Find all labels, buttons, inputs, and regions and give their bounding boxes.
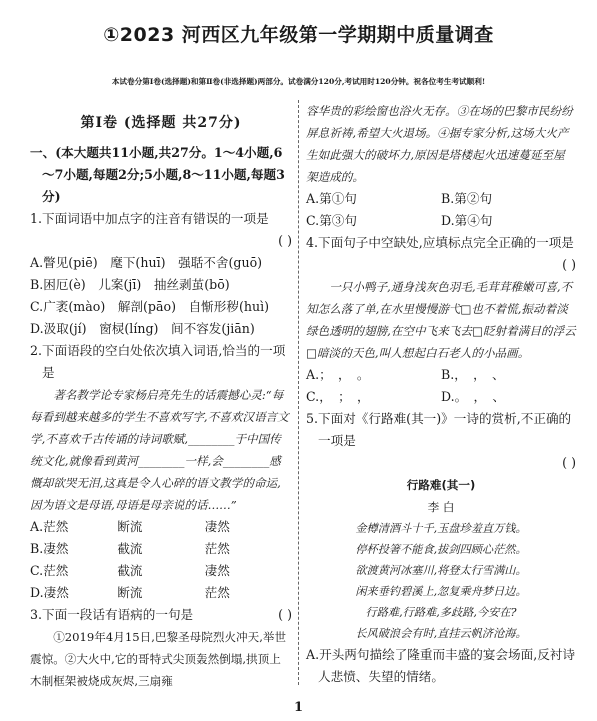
q2-c-2: 截流 [117,563,143,578]
q2-b-3: 茫然 [204,541,230,556]
q4-stem: 4.下面句子中空缺处,应填标点完全正确的一项是 [306,235,574,250]
q4-option-c[interactable]: C.， ； ， [306,389,370,404]
q5-answer-paren: ( ) [562,455,576,470]
q4-option-b[interactable]: B.， ， 、 [441,367,505,382]
poem-line: 长风破浪会有时,直挂云帆济沧海。 [355,627,527,640]
q1-option-c[interactable]: C.广袤(mào) 解剖(pāo) 自惭形秽(huì) [30,299,270,314]
section-title: 第Ⅰ卷 (选择题 共27分) [80,115,242,131]
poem-title: 行路难(其一) [406,478,476,492]
q2-stem: 2.下面语段的空白处依次填入词语,恰当的一项是 [30,343,286,380]
poem-line: 金樽清酒斗十千,玉盘珍羞直万钱。 [355,522,527,535]
q1-stem: 1.下面词语中加点字的注音有错误的一项是 [30,211,269,226]
page-number: 1 [293,700,304,715]
q3-option-b[interactable]: B.第②句 [441,191,493,206]
q4-passage: 一只小鸭子,通身浅灰色羽毛,毛茸茸稚嫩可喜,不知怎么落了单,在水里慢慢游弋□也不着慌,振动着淡绿色透明的翅膀,在空中飞来飞去□眨射着满目的浮云□暗淡的天色,叫人想起白石老人的小品画。 [306,280,576,360]
q2-option-d[interactable] [30,582,292,604]
q3-stem-row [30,604,292,626]
q2-c-1: C.茫然 [30,563,69,578]
q3-text-left: ①2019年4月15日,巴黎圣母院烈火冲天,举世震惊。②大火中,它的哥特式尖顶轰然倒塌,拱顶上木制框架被烧成灰烬,三扇雍 [30,630,287,688]
q2-a-3: 凄然 [204,519,230,534]
poem-line: 停杯投箸不能食,拔剑四顾心茫然。 [355,543,527,556]
q2-option-b[interactable] [30,538,292,560]
poem-line: 行路难,行路难,多歧路,今安在? [365,606,517,619]
q1-option-b[interactable]: B.困厄(è) 儿案(jī) 抽丝剥茧(bō) [30,277,230,292]
q3-options-row-1 [306,188,576,210]
q3-text-right: 容华贵的彩绘窗也浴火无存。③在场的巴黎市民纷纷屏息祈祷,希望大火退场。④据专家分析,这场大火产生如此强大的破坏力,原因是塔楼起火迅速蔓延至屋架造成的。 [306,104,573,184]
right-column [306,100,576,688]
q4-option-a[interactable]: A.； ， 。 [306,367,370,382]
q2-a-2: 断流 [117,519,143,534]
q2-passage: 著名教学论专家杨启亮先生的话震撼心灵:“每每看到越来越多的学生不喜欢写字,不喜欢汉语言文学,不喜欢千古传诵的诗词歌赋,________于中国传统文化,就像看到黄河________一样,会________感慨却欲哭无泪,这真是令人心碎的语文教学的命运,因为语文是母语,母语是母亲说的话……” [30,388,289,512]
left-column [30,100,292,692]
q2-b-1: B.凄然 [30,541,69,556]
q3-option-c[interactable]: C.第③句 [306,213,357,228]
q5-option-a[interactable]: A.开头两句描绘了隆重而丰盛的宴会场面,反衬诗人悲愤、失望的情绪。 [306,647,575,684]
q2-c-3: 凄然 [204,563,230,578]
q2-d-2: 断流 [117,585,143,600]
q2-b-2: 截流 [117,541,143,556]
q4-answer-paren: ( ) [562,257,576,272]
q2-option-c[interactable] [30,560,292,582]
q4-options-row-1 [306,364,576,386]
exam-title: ①2023 河西区九年级第一学期期中质量调查 [103,24,494,46]
poem-line: 欲渡黄河冰塞川,将登太行雪满山。 [355,564,527,577]
q3-option-d[interactable]: D.第④句 [441,213,493,228]
q2-option-a[interactable] [30,516,292,538]
poem-author: 李 白 [427,500,455,514]
column-divider [298,100,300,685]
q2-d-1: D.凄然 [30,585,69,600]
q3-answer-paren: ( ) [278,607,292,622]
poem-line: 闲来垂钓碧溪上,忽复乘舟梦日边。 [355,585,527,598]
q3-stem: 3.下面一段话有语病的一句是 [30,607,194,622]
q1-answer-paren: ( ) [278,233,292,248]
q5-stem: 5.下面对《行路难(其一)》一诗的赏析,不正确的一项是 [306,411,572,448]
part-intro: 一、(本大题共11小题,共27分。1～4小题,6～7小题,每题2分;5小题,8～11小题,每题3分) [30,145,285,204]
q1-option-d[interactable]: D.汲取(jí) 窗棂(líng) 间不容发(jiān) [30,321,255,336]
q1-option-a[interactable]: A.瞥见(piē) 麾下(huī) 强聒不舍(guō) [30,255,263,270]
q4-options-row-2 [306,386,576,408]
exam-notice: 本试卷分第Ⅰ卷(选择题)和第Ⅱ卷(非选择题)两部分。试卷满分120分,考试用时120分钟。祝各位考生考试顺利! [111,77,486,86]
q2-a-1: A.茫然 [30,519,69,534]
q3-options-row-2 [306,210,576,232]
q4-option-d[interactable]: D.。 ， 、 [441,389,506,404]
q2-d-3: 茫然 [204,585,230,600]
q3-option-a[interactable]: A.第①句 [306,191,357,206]
